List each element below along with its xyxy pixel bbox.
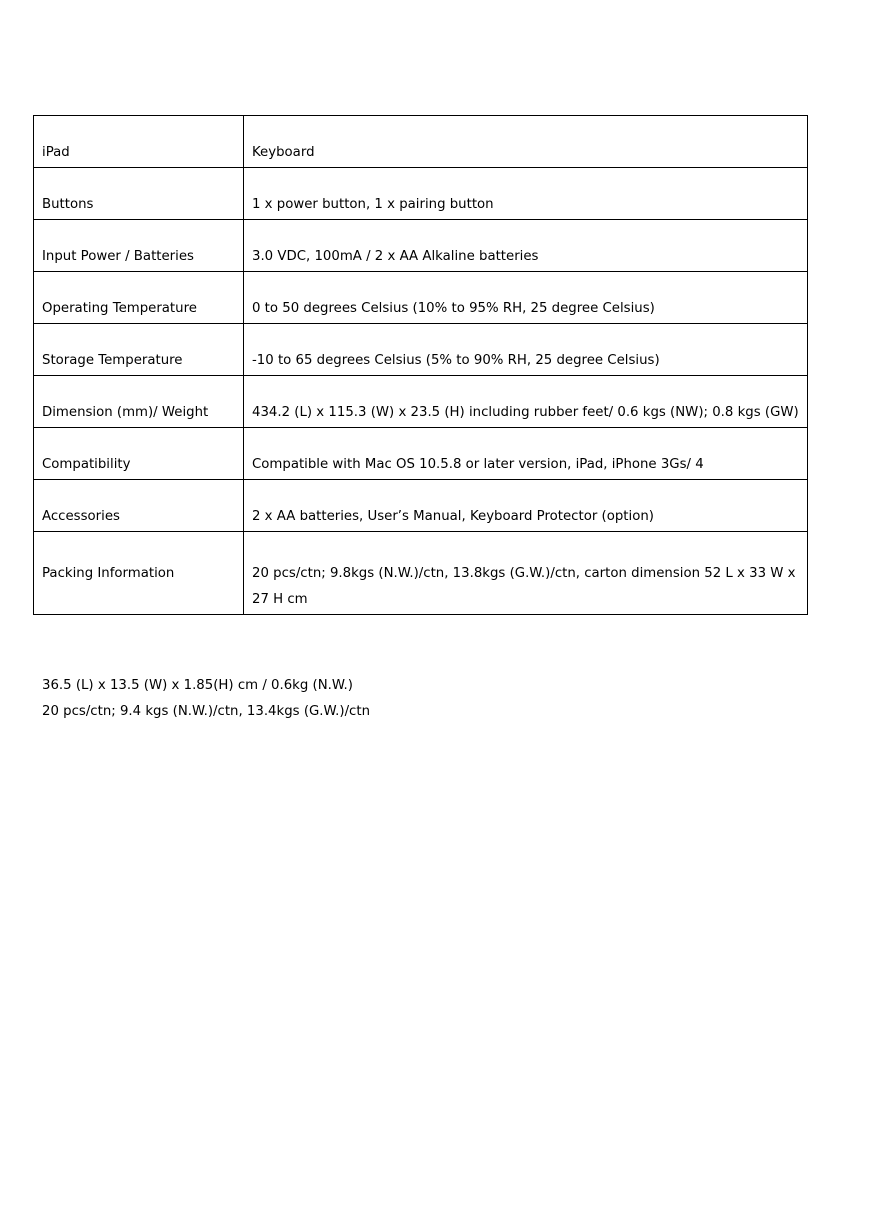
table-row [34, 532, 808, 615]
spec-table [33, 115, 808, 615]
note-line: 20 pcs/ctn; 9.4 kgs (N.W.)/ctn, 13.4kgs (G.W.)/ctn [42, 704, 370, 719]
row-label: Storage Temperature [34, 324, 244, 376]
table-row [34, 428, 808, 480]
row-value: Keyboard [244, 116, 808, 168]
row-value: -10 to 65 degrees Celsius (5% to 90% RH, 25 degree Celsius) [244, 324, 808, 376]
table-row [34, 272, 808, 324]
row-label: Accessories [34, 480, 244, 532]
table-row [34, 376, 808, 428]
row-value: 20 pcs/ctn; 9.8kgs (N.W.)/ctn, 13.8kgs (G.W.)/ctn, carton dimension 52 L x 33 W x 27 H cm [244, 532, 808, 615]
row-value: 3.0 VDC, 100mA / 2 x AA Alkaline batteries [244, 220, 808, 272]
row-label: Input Power / Batteries [34, 220, 244, 272]
table-row [34, 168, 808, 220]
row-value: 0 to 50 degrees Celsius (10% to 95% RH, 25 degree Celsius) [244, 272, 808, 324]
row-value: Compatible with Mac OS 10.5.8 or later version, iPad, iPhone 3Gs/ 4 [244, 428, 808, 480]
row-label: iPad [34, 116, 244, 168]
table-row [34, 480, 808, 532]
note-line: 36.5 (L) x 13.5 (W) x 1.85(H) cm / 0.6kg (N.W.) [42, 678, 353, 693]
notes [42, 673, 370, 725]
row-value: 434.2 (L) x 115.3 (W) x 23.5 (H) including rubber feet/ 0.6 kgs (NW); 0.8 kgs (GW) [244, 376, 808, 428]
row-label: Buttons [34, 168, 244, 220]
row-value: 2 x AA batteries, User’s Manual, Keyboard Protector (option) [244, 480, 808, 532]
table-row [34, 220, 808, 272]
table-row [34, 324, 808, 376]
table-row [34, 116, 808, 168]
row-label: Packing Information [34, 532, 244, 615]
row-label: Dimension (mm)/ Weight [34, 376, 244, 428]
row-label: Operating Temperature [34, 272, 244, 324]
row-label: Compatibility [34, 428, 244, 480]
row-value: 1 x power button, 1 x pairing button [244, 168, 808, 220]
